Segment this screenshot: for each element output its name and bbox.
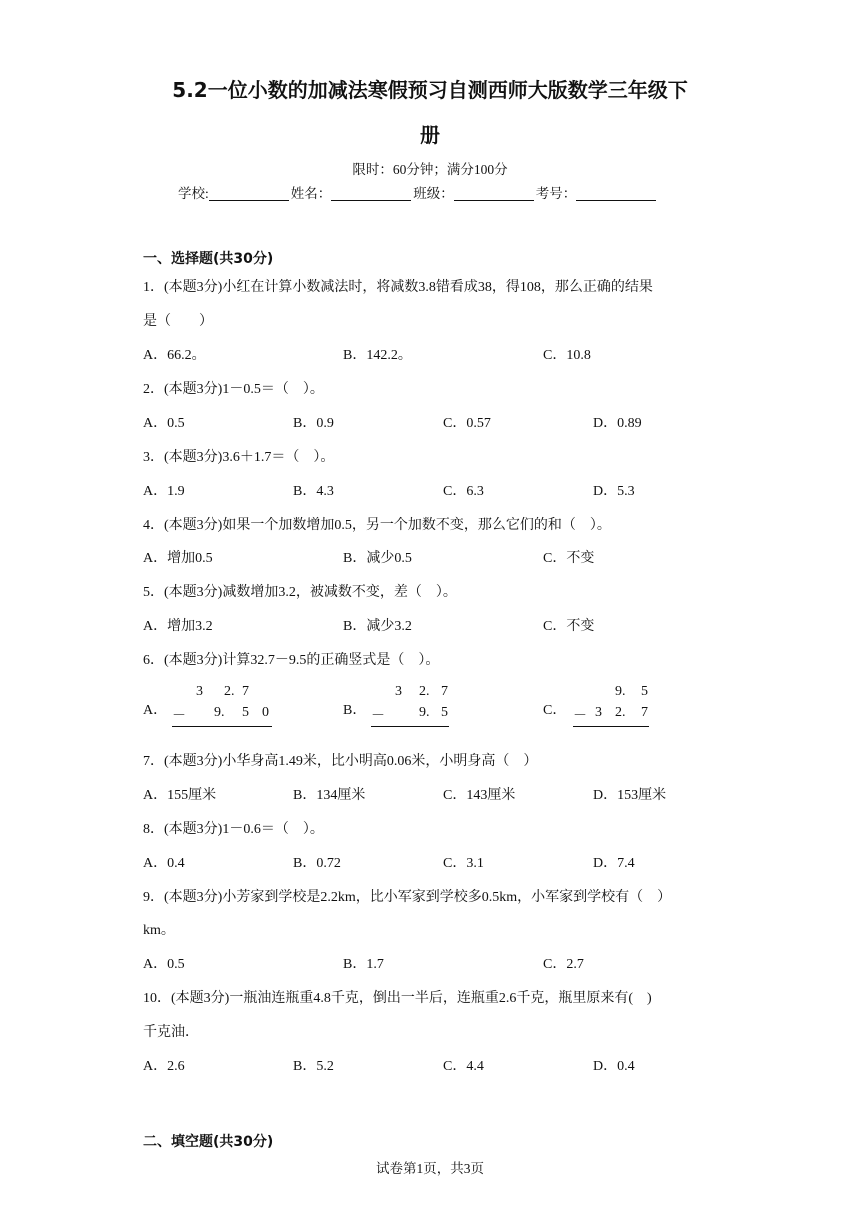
question-10: 10．(本题3分)一瓶油连瓶重4.8千克，倒出一半后，连瓶重2.6千克，瓶里原来有( ) [143, 991, 652, 1006]
question-1: 1．(本题3分)小红在计算小数减法时，将减数3.8错看成38，得108，那么正确的结果 [143, 280, 653, 295]
vertical-digit: 9. [214, 705, 225, 720]
q9-option-c[interactable]: C．2.7 [543, 957, 584, 972]
question-5: 5．(本题3分)减数增加3.2，被减数不变，差（ ）。 [143, 585, 457, 600]
q10-option-b[interactable]: B．5.2 [293, 1059, 334, 1074]
q7-option-a[interactable]: A．155厘米 [143, 788, 217, 803]
q7-option-c[interactable]: C．143厘米 [443, 788, 516, 803]
name-label: 姓名： [290, 186, 332, 201]
question-1-continued: 是（ ） [143, 314, 213, 329]
q7-option-b[interactable]: B．134厘米 [293, 788, 366, 803]
vertical-digit: 2. [224, 684, 235, 699]
q6-option-b[interactable]: B． [343, 703, 367, 718]
q6-option-c[interactable]: C． [543, 703, 567, 718]
q4-option-b[interactable]: B．减少0.5 [343, 551, 412, 566]
q3-option-b[interactable]: B．4.3 [293, 484, 334, 499]
vertical-digit: 9. [419, 705, 430, 720]
page-footer: 试卷第1页，共3页 [376, 1161, 484, 1176]
student-info-fields [178, 182, 658, 202]
page-title-continued: 册 [420, 123, 440, 147]
minus-sign: － [172, 709, 186, 724]
q8-option-a[interactable]: A．0.4 [143, 856, 185, 871]
q9-option-b[interactable]: B．1.7 [343, 957, 384, 972]
q4-option-a[interactable]: A．增加0.5 [143, 551, 213, 566]
name-blank[interactable] [331, 186, 411, 201]
q3-option-c[interactable]: C．6.3 [443, 484, 484, 499]
minus-sign: － [371, 709, 385, 724]
vertical-digit: 2. [419, 684, 430, 699]
vertical-digit: 9. [615, 684, 626, 699]
q1-option-a[interactable]: A．66.2。 [143, 348, 206, 363]
vertical-digit: 3 [395, 684, 402, 699]
vertical-digit: 3 [196, 684, 203, 699]
page-title: 5.2一位小数的加减法寒假预习自测西师大版数学三年级下 [172, 78, 688, 102]
question-3: 3．(本题3分)3.6＋1.7＝（ ）。 [143, 450, 335, 465]
class-blank[interactable] [454, 186, 534, 201]
vertical-digit: 7 [641, 705, 648, 720]
q3-option-a[interactable]: A．1.9 [143, 484, 185, 499]
q10-option-a[interactable]: A．2.6 [143, 1059, 185, 1074]
q8-option-b[interactable]: B．0.72 [293, 856, 341, 871]
vertical-rule [371, 726, 449, 727]
section-title-fill-blank: 二、填空题(共30分) [143, 1134, 274, 1150]
q6-vertical-a [172, 684, 272, 726]
section-title-choice: 一、选择题(共30分) [143, 251, 274, 267]
vertical-digit: 3 [595, 705, 602, 720]
q5-option-a[interactable]: A．增加3.2 [143, 619, 213, 634]
question-10-continued: 千克油． [143, 1025, 199, 1040]
q2-option-b[interactable]: B．0.9 [293, 416, 334, 431]
minus-sign: － [573, 709, 587, 724]
vertical-digit: 2. [615, 705, 626, 720]
q5-option-b[interactable]: B．减少3.2 [343, 619, 412, 634]
class-label: 班级： [413, 186, 454, 201]
number-label: 考号： [535, 186, 577, 201]
q6-option-a[interactable]: A． [143, 703, 168, 718]
q9-option-a[interactable]: A．0.5 [143, 957, 185, 972]
q1-option-c[interactable]: C．10.8 [543, 348, 591, 363]
q2-option-d[interactable]: D．0.89 [593, 416, 642, 431]
vertical-digit: 7 [242, 684, 249, 699]
vertical-digit: 5 [641, 684, 648, 699]
question-9: 9．(本题3分)小芳家到学校是2.2km，比小军家到学校多0.5km，小军家到学校有（ ） [143, 890, 672, 905]
q7-option-d[interactable]: D．153厘米 [593, 788, 667, 803]
question-4: 4．(本题3分)如果一个加数增加0.5，另一个加数不变，那么它们的和（ ）。 [143, 518, 611, 533]
question-9-continued: km。 [143, 923, 175, 938]
q3-option-d[interactable]: D．5.3 [593, 484, 635, 499]
q8-option-d[interactable]: D．7.4 [593, 856, 635, 871]
vertical-digit: 0 [262, 705, 269, 720]
q4-option-c[interactable]: C．不变 [543, 551, 595, 566]
question-7: 7．(本题3分)小华身高1.49米，比小明高0.06米，小明身高（ ） [143, 754, 538, 769]
vertical-digit: 5 [441, 705, 448, 720]
q5-option-c[interactable]: C．不变 [543, 619, 595, 634]
question-6: 6．(本题3分)计算32.7－9.5的正确竖式是（ ）。 [143, 653, 440, 668]
vertical-digit: 5 [242, 705, 249, 720]
school-label: 学校: [178, 186, 209, 201]
q1-option-b[interactable]: B．142.2。 [343, 348, 412, 363]
vertical-rule [573, 726, 649, 727]
q10-option-d[interactable]: D．0.4 [593, 1059, 635, 1074]
number-blank[interactable] [576, 186, 656, 201]
school-blank[interactable] [209, 186, 289, 201]
question-2: 2．(本题3分)1－0.5＝（ ）。 [143, 382, 324, 397]
q2-option-a[interactable]: A．0.5 [143, 416, 185, 431]
q2-option-c[interactable]: C．0.57 [443, 416, 491, 431]
vertical-rule [172, 726, 272, 727]
q6-vertical-b [371, 684, 449, 726]
exam-meta: 限时：60分钟；满分100分 [352, 162, 508, 177]
q8-option-c[interactable]: C．3.1 [443, 856, 484, 871]
q10-option-c[interactable]: C．4.4 [443, 1059, 484, 1074]
q6-vertical-c [573, 684, 649, 726]
question-8: 8．(本题3分)1－0.6＝（ ）。 [143, 822, 324, 837]
vertical-digit: 7 [441, 684, 448, 699]
